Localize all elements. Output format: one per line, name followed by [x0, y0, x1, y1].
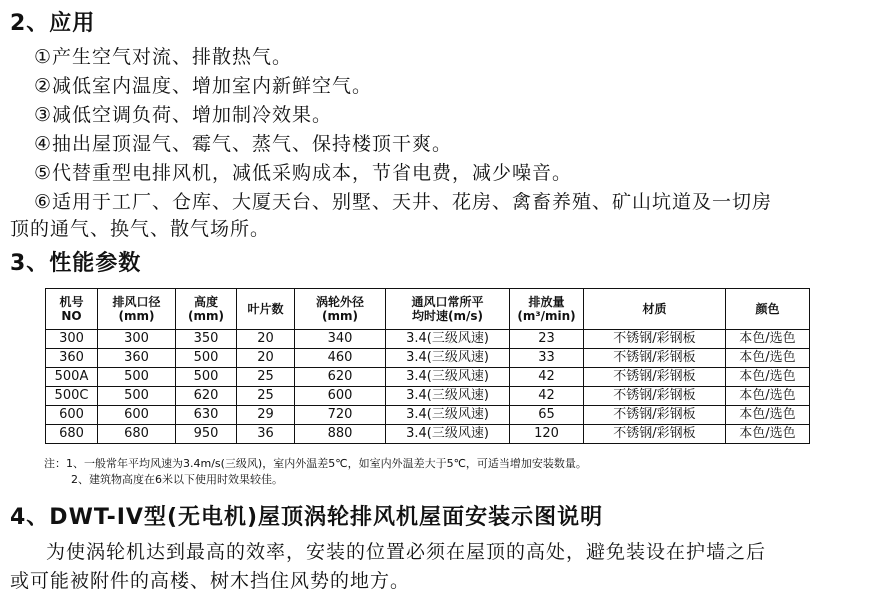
application-item-3: ③减低空调负荷、增加制冷效果。: [34, 104, 333, 126]
cell-discharge: 23: [510, 330, 584, 349]
cell-blade-count: 36: [237, 425, 295, 444]
table-row: [46, 349, 810, 368]
cell-discharge: 120: [510, 425, 584, 444]
cell-blade-count: 29: [237, 406, 295, 425]
header-model: 机号 NO: [46, 289, 98, 330]
header-outlet-diameter: 排风口径 (mm): [98, 289, 176, 330]
cell-height: 350: [176, 330, 237, 349]
cell-material: 不锈钢/彩钢板: [584, 406, 726, 425]
cell-outlet-diameter: 300: [98, 330, 176, 349]
cell-color: 本色/选色: [726, 330, 810, 349]
cell-model: 360: [46, 349, 98, 368]
application-item-5: ⑤代替重型电排风机，减低采购成本，节省电费，减少噪音。: [34, 162, 573, 184]
cell-outlet-diameter: 360: [98, 349, 176, 368]
cell-height: 630: [176, 406, 237, 425]
cell-outlet-diameter: 500: [98, 368, 176, 387]
cell-wind-speed: 3.4(三级风速): [386, 330, 510, 349]
table-row: [46, 387, 810, 406]
cell-model: 600: [46, 406, 98, 425]
header-height: 高度 (mm): [176, 289, 237, 330]
table-note-2: 2、建筑物高度在6米以下使用时效果较佳。: [71, 473, 283, 486]
cell-model: 680: [46, 425, 98, 444]
section-4-title: 4、DWT-IV型(无电机)屋顶涡轮排风机屋面安装示图说明: [10, 505, 604, 530]
application-item-4: ④抽出屋顶湿气、霉气、蒸气、保持楼顶干爽。: [34, 133, 453, 155]
cell-wind-speed: 3.4(三级风速): [386, 387, 510, 406]
performance-table: [45, 288, 810, 444]
section-2-title: 2、应用: [10, 11, 96, 36]
cell-wind-speed: 3.4(三级风速): [386, 349, 510, 368]
cell-wind-speed: 3.4(三级风速): [386, 406, 510, 425]
cell-color: 本色/选色: [726, 368, 810, 387]
cell-model: 500A: [46, 368, 98, 387]
cell-discharge: 33: [510, 349, 584, 368]
table-row: [46, 406, 810, 425]
cell-discharge: 42: [510, 387, 584, 406]
header-blade-count: 叶片数: [237, 289, 295, 330]
cell-turbine-diameter: 620: [295, 368, 386, 387]
cell-material: 不锈钢/彩钢板: [584, 368, 726, 387]
application-item-6-continued: 顶的通气、换气、散气场所。: [10, 218, 271, 240]
application-item-6: ⑥适用于工厂、仓库、大厦天台、别墅、天井、花房、禽畜养殖、矿山坑道及一切房: [34, 191, 773, 213]
cell-blade-count: 25: [237, 368, 295, 387]
table-note-1: 注：1、一般常年平均风速为3.4m/s(三级风)，室内外温差5℃，如室内外温差大于5℃，可适当增加安装数量。: [44, 457, 587, 470]
cell-model: 500C: [46, 387, 98, 406]
cell-height: 620: [176, 387, 237, 406]
header-discharge: 排放量 (m³/min): [510, 289, 584, 330]
cell-turbine-diameter: 340: [295, 330, 386, 349]
application-item-1: ①产生空气对流、排散热气。: [34, 46, 293, 68]
cell-blade-count: 25: [237, 387, 295, 406]
cell-height: 500: [176, 349, 237, 368]
cell-color: 本色/选色: [726, 425, 810, 444]
table-header-row: [46, 289, 810, 330]
cell-material: 不锈钢/彩钢板: [584, 387, 726, 406]
cell-wind-speed: 3.4(三级风速): [386, 425, 510, 444]
cell-height: 500: [176, 368, 237, 387]
cell-turbine-diameter: 880: [295, 425, 386, 444]
cell-blade-count: 20: [237, 349, 295, 368]
cell-material: 不锈钢/彩钢板: [584, 425, 726, 444]
cell-blade-count: 20: [237, 330, 295, 349]
cell-outlet-diameter: 500: [98, 387, 176, 406]
header-turbine-diameter: 涡轮外径 (mm): [295, 289, 386, 330]
cell-wind-speed: 3.4(三级风速): [386, 368, 510, 387]
cell-turbine-diameter: 720: [295, 406, 386, 425]
section-3-title: 3、性能参数: [10, 251, 142, 276]
application-item-2: ②减低室内温度、增加室内新鲜空气。: [34, 75, 373, 97]
table-row: [46, 368, 810, 387]
header-color: 颜色: [726, 289, 810, 330]
cell-color: 本色/选色: [726, 349, 810, 368]
cell-color: 本色/选色: [726, 406, 810, 425]
cell-model: 300: [46, 330, 98, 349]
cell-material: 不锈钢/彩钢板: [584, 349, 726, 368]
installation-text-line-2: 或可能被附件的高楼、树木挡住风势的地方。: [10, 570, 411, 592]
header-wind-speed: 通风口常所平 均时速(m/s): [386, 289, 510, 330]
cell-height: 950: [176, 425, 237, 444]
cell-outlet-diameter: 600: [98, 406, 176, 425]
cell-outlet-diameter: 680: [98, 425, 176, 444]
cell-turbine-diameter: 460: [295, 349, 386, 368]
cell-discharge: 42: [510, 368, 584, 387]
cell-material: 不锈钢/彩钢板: [584, 330, 726, 349]
cell-discharge: 65: [510, 406, 584, 425]
header-material: 材质: [584, 289, 726, 330]
table-row: [46, 330, 810, 349]
cell-turbine-diameter: 600: [295, 387, 386, 406]
installation-text-line-1: 为使涡轮机达到最高的效率，安装的位置必须在屋顶的高处，避免装设在护墙之后: [46, 541, 767, 563]
table-row: [46, 425, 810, 444]
cell-color: 本色/选色: [726, 387, 810, 406]
